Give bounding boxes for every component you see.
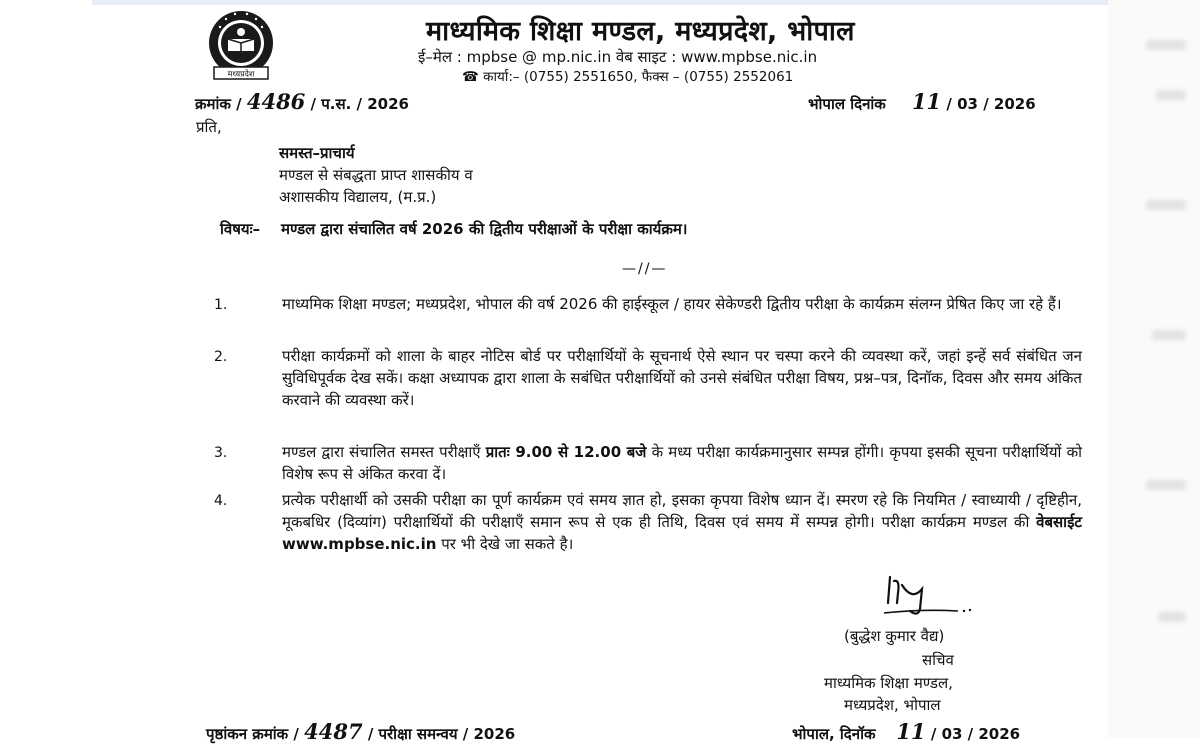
point-3-pre: मण्डल द्वारा संचालित समस्त परीक्षाएँ — [282, 443, 486, 461]
endorsement-number — [206, 719, 515, 744]
endorsement-date — [792, 719, 1020, 744]
signatory-name: (बुद्धेश कुमार वैद्य) — [844, 627, 945, 645]
endorse-suffix: / परीक्षा समन्वय / 2026 — [367, 725, 516, 743]
phone-text: कार्या:– (0755) 2551650, फैक्स – (0755) 2552061 — [483, 69, 794, 85]
page-title: माध्यमिक शिक्षा मण्डल, मध्यप्रदेश, भोपाल — [426, 16, 855, 47]
date-day-handwritten: 11 — [911, 89, 942, 114]
signatory-designation: सचिव — [922, 651, 954, 669]
point-number: 3. — [214, 445, 228, 461]
addressee-line-1: समस्त–प्राचार्य — [279, 144, 355, 162]
endorse-prefix: पृष्ठांकन क्रमांक / — [206, 725, 299, 743]
subject-text: मण्डल द्वारा संचालित वर्ष 2026 की द्वितीय परीक्षाओं के परीक्षा कार्यक्रम। — [281, 220, 688, 238]
board-emblem-icon — [206, 9, 276, 81]
contact-email-web: ई–मेल : mpbse @ mp.nic.in वेब साइट : www.mpbse.nic.in — [418, 48, 818, 66]
separator: —//— — [622, 261, 668, 277]
point-3-text — [282, 441, 1082, 485]
subject-label: विषयः– — [220, 220, 261, 238]
signature-icon — [882, 571, 972, 621]
addressee-line-3: अशासकीय विद्यालय, (म.प्र.) — [279, 188, 437, 206]
signatory-office-line-1: माध्यमिक शिक्षा मण्डल, — [824, 674, 953, 692]
telephone-icon: ☎ — [462, 69, 479, 85]
ref-suffix: / प.स. / 2026 — [310, 95, 409, 113]
exam-time-highlight: प्रातः 9.00 से 12.00 बजे — [485, 443, 647, 461]
left-margin — [0, 0, 92, 738]
point-4-post: पर भी देखे जा सकते है। — [436, 535, 574, 553]
ref-prefix: क्रमांक / — [195, 95, 242, 113]
website-highlight: वेबसाईट www.mpbse.nic.in — [282, 513, 1082, 553]
endorse-number-handwritten: 4487 — [304, 719, 363, 744]
addressee-line-2: मण्डल से संबद्धता प्राप्त शासकीय व — [279, 166, 473, 184]
ref-number-handwritten: 4486 — [246, 89, 306, 114]
right-margin — [1108, 0, 1200, 738]
letter-date — [808, 89, 1036, 114]
point-4-text — [282, 489, 1082, 555]
signatory-office-line-2: मध्यप्रदेश, भोपाल — [844, 696, 941, 714]
contact-phone — [462, 67, 793, 85]
to-label: प्रति, — [196, 118, 222, 136]
point-number: 1. — [214, 297, 228, 313]
point-2-text: परीक्षा कार्यक्रमों को शाला के बाहर नोटिस बोर्ड पर परीक्षार्थियों के सूचनार्थ ऐसे स्थान पर चस्पा करने की व्यवस्था करें, जहां इन्हें सर्व संबंधित जन सुविधिपूर्वक देख सकें। कक्षा अध्यापक द्वारा शाला के सबंधित परीक्षार्थियों को उनसे संबंधित परीक्षा विषय, प्रश्न–पत्र, दिनॉक, दिवस और समय अंकित करवाने की व्यवस्था करें। — [282, 347, 1082, 409]
endorse-date-label: भोपाल, दिनॉक — [792, 725, 876, 743]
point-4-pre: प्रत्येक परीक्षार्थी को उसकी परीक्षा का पूर्ण कार्यक्रम एवं समय ज्ञात हो, इसका कृपया विशेष ध्यान दें। स्मरण रहे कि नियमित / स्वाध्यायी / दृष्टिहीन, मूकबधिर (दिव्यांग) परीक्षार्थियों की परीक्षाएँ समान रूप से एक ही तिथि, दिवस एवं समय में सम्पन्न होगी। परीक्षा कार्यक्रम मण्डल की — [282, 491, 1082, 531]
date-rest: / 03 / 2026 — [946, 95, 1036, 113]
endorse-date-day-handwritten: 11 — [896, 719, 926, 744]
reference-number — [195, 89, 409, 114]
point-number: 2. — [214, 349, 228, 365]
letter-document — [92, 5, 1108, 744]
point-number: 4. — [214, 493, 228, 509]
date-label: भोपाल दिनांक — [808, 95, 886, 113]
point-1-text: माध्यमिक शिक्षा मण्डल; मध्यप्रदेश, भोपाल की वर्ष 2026 की हाईस्कूल / हायर सेकेण्डरी द्वितीय परीक्षा के कार्यक्रम संलग्न प्रेषित किए जा रहे हैं। — [282, 295, 1062, 313]
point-3-post: के मध्य परीक्षा कार्यक्रमानुसार सम्पन्न होंगी। कृपया इसकी सूचना परीक्षार्थियों को विशेष रूप से अंकित करवा दें। — [282, 443, 1082, 483]
endorse-date-rest: / 03 / 2026 — [930, 725, 1021, 743]
emblem-label: मध्यप्रदेश — [227, 69, 255, 79]
